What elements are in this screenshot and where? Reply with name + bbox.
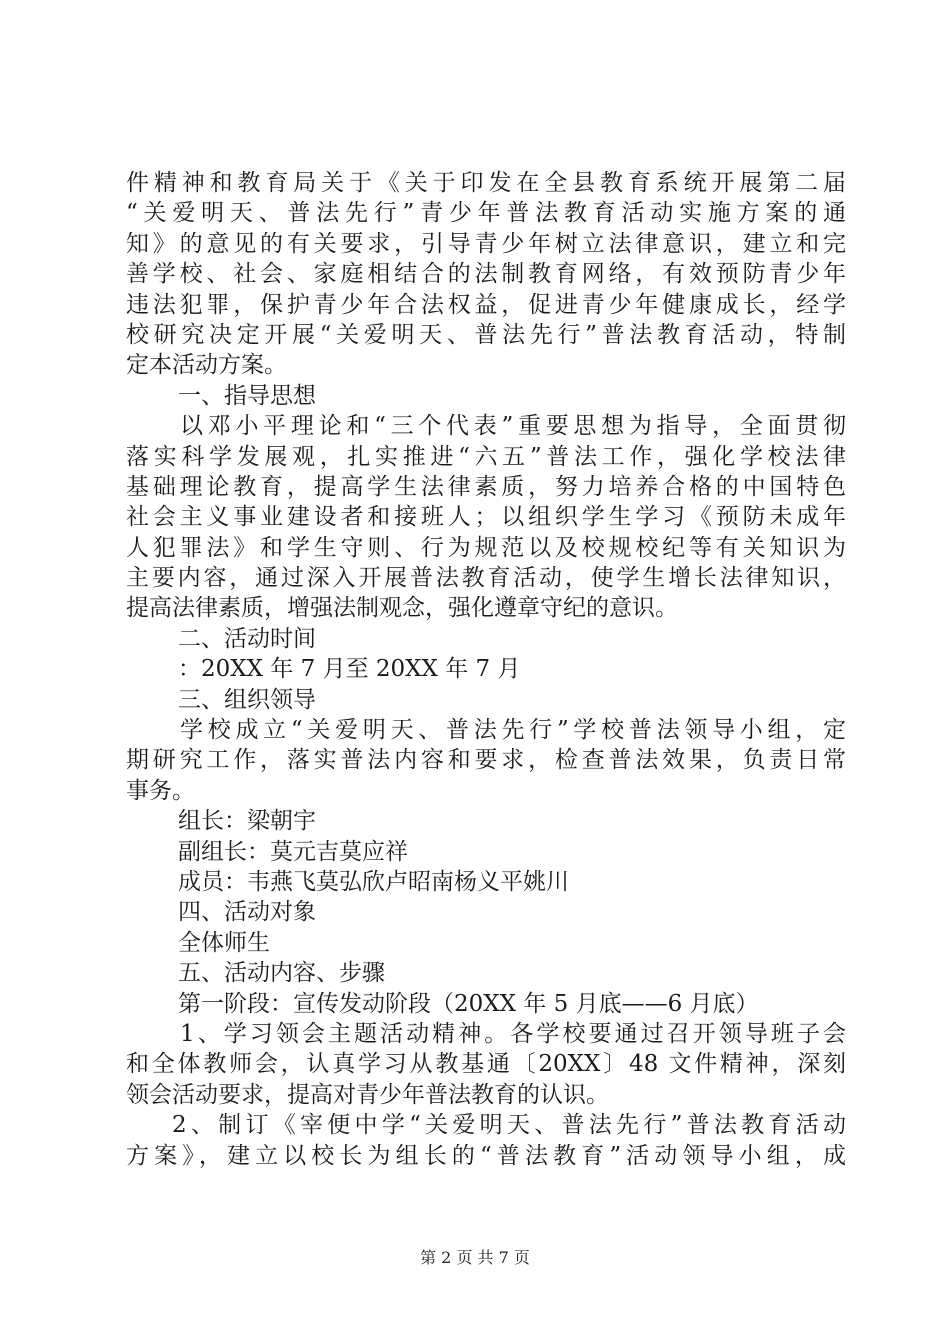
paragraph-line: 基础理论教育，提高学生法律素质，努力培养合格的中国特色 bbox=[126, 473, 846, 500]
section-heading: 五、活动内容、步骤 bbox=[178, 960, 385, 987]
section-heading: 三、组织领导 bbox=[178, 686, 316, 713]
paragraph-line: 定本活动方案。 bbox=[126, 352, 287, 379]
paragraph-line: 人犯罪法》和学生守则、行为规范以及校规校纪等有关知识为 bbox=[126, 534, 846, 561]
team-leader: 组长：梁朝宇 bbox=[178, 808, 316, 835]
paragraph-line: 以邓小平理论和“三个代表”重要思想为指导，全面贯彻 bbox=[180, 413, 846, 440]
paragraph-line: 知》的意见的有关要求，引导青少年树立法律意识，建立和完 bbox=[126, 230, 846, 257]
document-body bbox=[126, 168, 846, 1171]
paragraph-line: 违法犯罪，保护青少年合法权益，促进青少年健康成长，经学 bbox=[126, 291, 846, 318]
paragraph-line: 件精神和教育局关于《关于印发在全县教育系统开展第二届 bbox=[126, 170, 846, 196]
paragraph-line: 主要内容，通过深入开展普法教育活动，使学生增长法律知识， bbox=[126, 565, 846, 592]
stage-heading: 第一阶段：宣传发动阶段（20XX 年 5 月底——6 月底） bbox=[178, 990, 759, 1017]
paragraph-line: 提高法律素质，增强法制观念，强化遵章守纪的意识。 bbox=[126, 595, 678, 622]
paragraph-line: 2、制订《宰便中学“关爱明天、普法先行”普法教育活动 bbox=[172, 1112, 846, 1139]
paragraph-line: 落实科学发展观，扎实推进“六五”普法工作，强化学校法律 bbox=[126, 443, 846, 470]
paragraph-line: 善学校、社会、家庭相结合的法制教育网络，有效预防青少年 bbox=[126, 261, 846, 288]
section-heading: 二、活动时间 bbox=[178, 625, 316, 652]
paragraph-line: 校研究决定开展“关爱明天、普法先行”普法教育活动，特制 bbox=[126, 321, 846, 348]
paragraph-line: 领会活动要求，提高对青少年普法教育的认识。 bbox=[126, 1081, 609, 1108]
activity-target: 全体师生 bbox=[178, 929, 270, 956]
paragraph-line: 和全体教师会，认真学习从教基通〔20XX〕48 文件精神，深刻 bbox=[126, 1051, 846, 1078]
team-deputy: 副组长：莫元吉莫应祥 bbox=[178, 838, 408, 865]
paragraph-line: 学校成立“关爱明天、普法先行”学校普法领导小组，定 bbox=[180, 717, 846, 744]
section-heading: 一、指导思想 bbox=[178, 382, 316, 409]
page-number: 第 2 页 共 7 页 bbox=[420, 1248, 530, 1267]
team-members: 成员：韦燕飞莫弘欣卢昭南杨义平姚川 bbox=[178, 868, 569, 895]
section-heading: 四、活动对象 bbox=[178, 899, 316, 926]
paragraph-line: 方案》，建立以校长为组长的“普法教育”活动领导小组，成 bbox=[126, 1142, 846, 1169]
paragraph-line: 期研究工作，落实普法内容和要求，检查普法效果，负责日常 bbox=[126, 747, 846, 774]
activity-time: ：20XX 年 7 月至 20XX 年 7 月 bbox=[178, 656, 521, 683]
paragraph-line: 1、学习领会主题活动精神。各学校要通过召开领导班子会 bbox=[180, 1020, 846, 1047]
paragraph-line: “关爱明天、普法先行”青少年普法教育活动实施方案的通 bbox=[126, 200, 846, 227]
paragraph-line: 社会主义事业建设者和接班人；以组织学生学习《预防未成年 bbox=[126, 504, 846, 531]
paragraph-line: 事务。 bbox=[126, 777, 195, 804]
